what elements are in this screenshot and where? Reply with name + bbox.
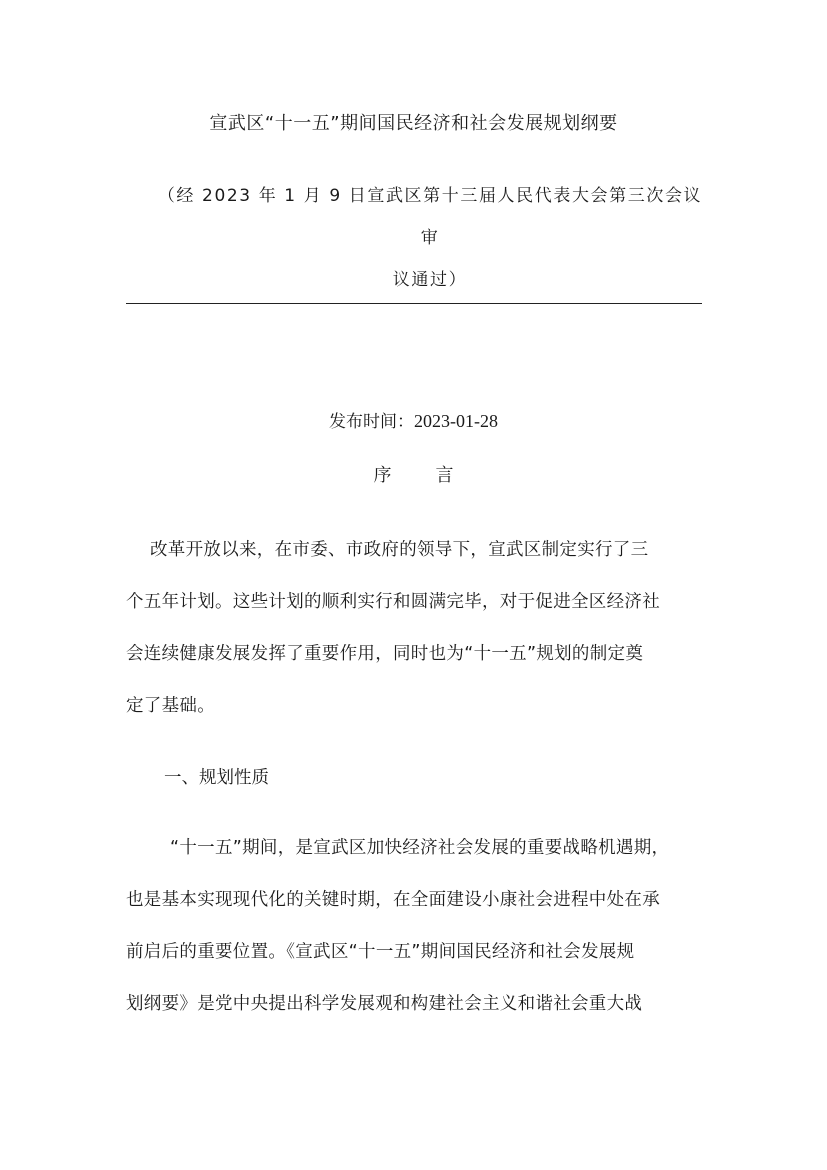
horizontal-divider xyxy=(126,303,702,304)
paragraph-line: 个五年计划。这些计划的顺利实行和圆满完毕，对于促进全区经济社 xyxy=(126,592,660,612)
paragraph-line: “十一五”期间，是宣武区加快经济社会发展的重要战略机遇期， xyxy=(170,838,670,858)
paragraph-line: 也是基本实现现代化的关键时期，在全面建设小康社会进程中处在承 xyxy=(126,890,660,910)
paragraph-line: 会连续健康发展发挥了重要作用，同时也为“十一五”规划的制定奠 xyxy=(126,644,644,664)
publish-date xyxy=(0,408,827,435)
document-subtitle xyxy=(150,175,710,301)
subtitle-line-2: 议通过） xyxy=(392,270,468,290)
paragraph-line: 定了基础。 xyxy=(126,696,215,716)
publish-date-value: 2023-01-28 xyxy=(414,411,498,431)
paragraph-line: 前启后的重要位置。《宣武区“十一五”期间国民经济和社会发展规 xyxy=(126,942,635,962)
document-title: 宣武区“十一五”期间国民经济和社会发展规划纲要 xyxy=(209,113,618,134)
subtitle-line-1: （经 2023 年 1 月 9 日宣武区第十三届人民代表大会第三次会议审 xyxy=(157,186,703,248)
section-heading: 一、规划性质 xyxy=(164,768,269,788)
paragraph-line: 改革开放以来，在市委、市政府的领导下，宣武区制定实行了三 xyxy=(150,540,649,560)
paragraph-line: 划纲要》是党中央提出科学发展观和构建社会主义和谐社会重大战 xyxy=(126,994,643,1014)
paragraph-plan-nature xyxy=(126,822,706,1030)
publish-date-label: 发布时间： xyxy=(329,412,414,432)
paragraph-intro xyxy=(126,524,706,732)
preface-heading: 序言 xyxy=(373,465,498,486)
